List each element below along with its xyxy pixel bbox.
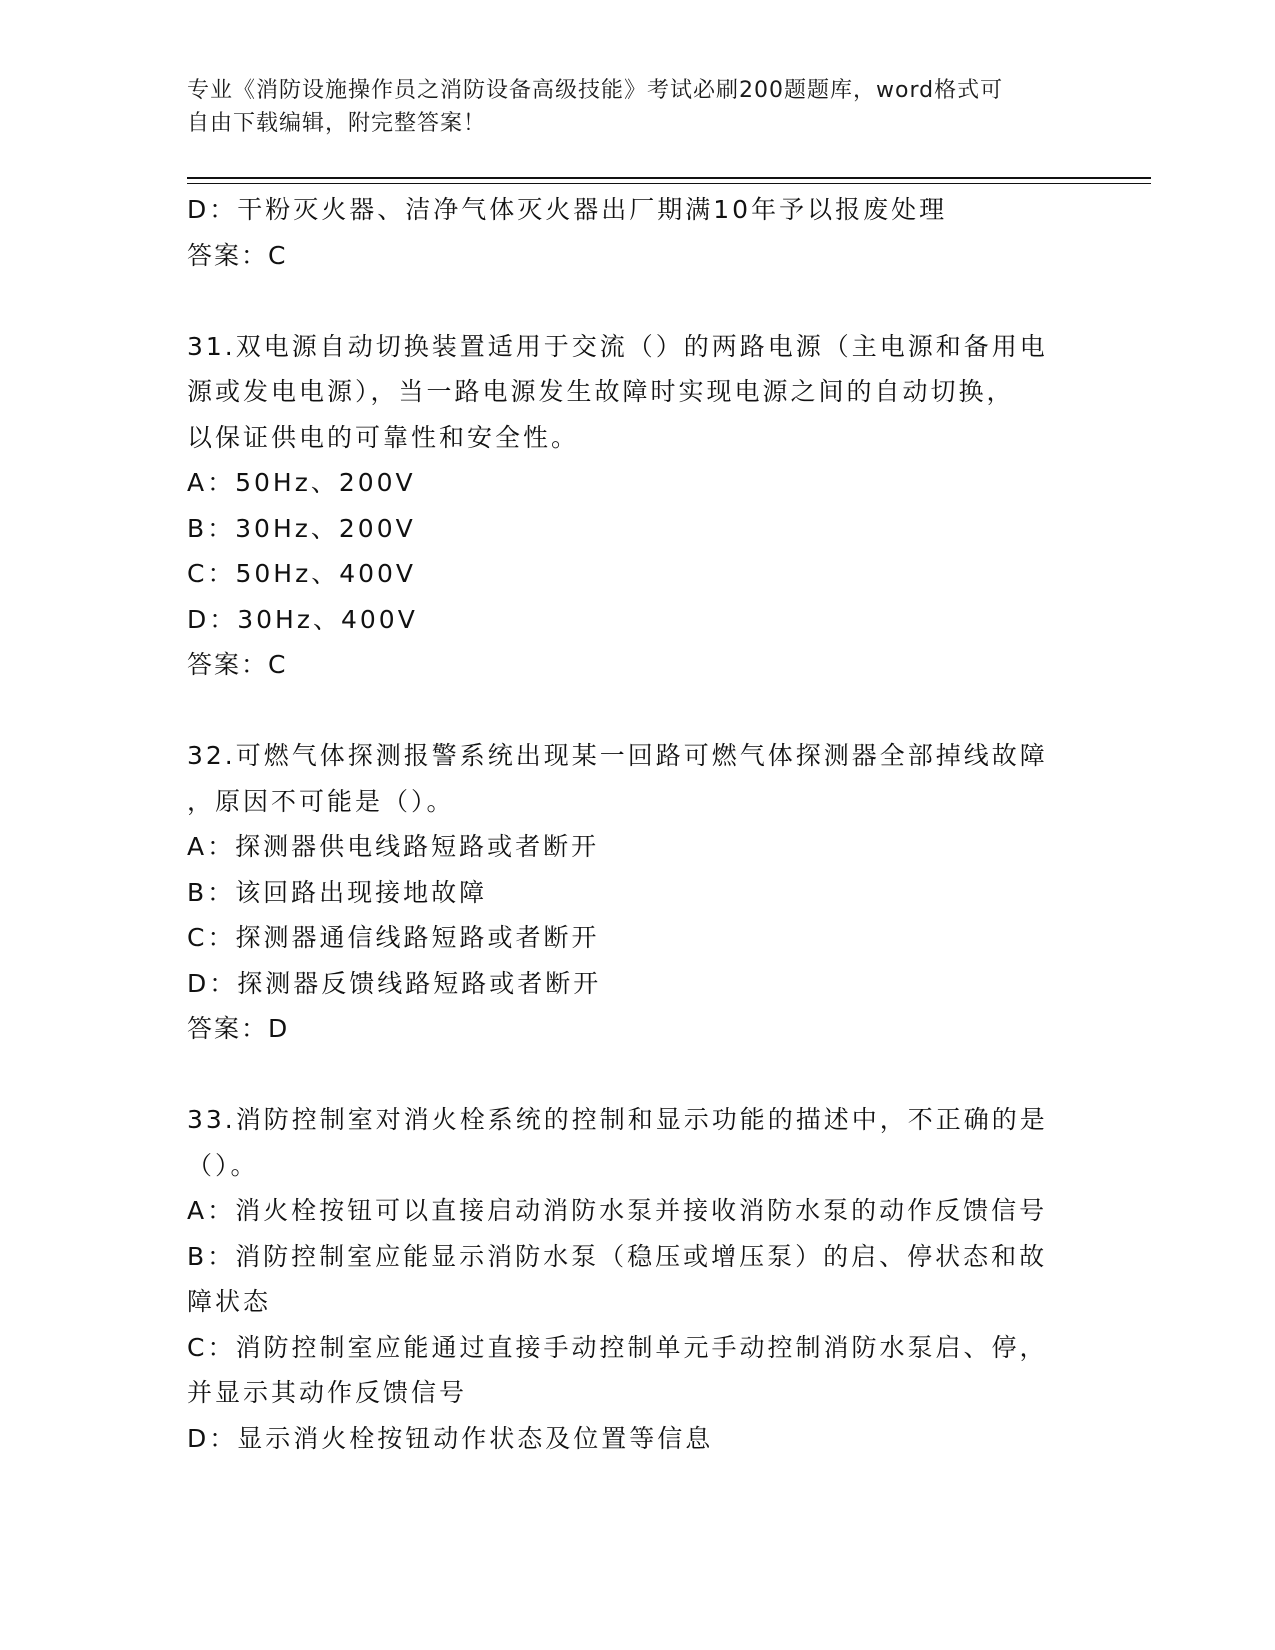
- option-b: B：消防控制室应能显示消防水泵（稳压或增压泵）的启、停状态和故: [187, 1241, 1048, 1271]
- header-rule-thin: [187, 183, 1151, 184]
- answer-line: 答案：C: [187, 650, 288, 679]
- spacer: [187, 278, 1107, 324]
- question-31: [187, 324, 1107, 688]
- question-stem-line: 32.可燃气体探测报警系统出现某一回路可燃气体探测器全部掉线故障: [187, 741, 1048, 770]
- question-stem-line: 33.消防控制室对消火栓系统的控制和显示功能的描述中，不正确的是: [187, 1105, 1048, 1134]
- question-32: [187, 733, 1107, 1052]
- option-a: A：探测器供电线路短路或者断开: [187, 832, 600, 861]
- document-body: [187, 187, 1107, 1461]
- option-a: A：50Hz、200V: [187, 468, 416, 497]
- option-a: A：消火栓按钮可以直接启动消防水泵并接收消防水泵的动作反馈信号: [187, 1196, 1048, 1225]
- option-c-continued: 并显示其动作反馈信号: [187, 1378, 468, 1407]
- question-stem-line: （）。: [187, 1150, 259, 1180]
- page-header: [187, 74, 1087, 140]
- option-c: C：探测器通信线路短路或者断开: [187, 923, 600, 952]
- header-line-1: 专业《消防设施操作员之消防设备高级技能》考试必刷200题题库，word格式可: [187, 78, 1004, 103]
- option-c: C：消防控制室应能通过直接手动控制单元手动控制消防水泵启、停，: [187, 1332, 1048, 1362]
- header-line-2: 自由下载编辑，附完整答案！: [187, 111, 487, 136]
- option-b: B：该回路出现接地故障: [187, 877, 488, 907]
- spacer: [187, 688, 1107, 734]
- option-b: B：30Hz、200V: [187, 513, 416, 543]
- question-stem-line: 源或发电电源），当一路电源发生故障时实现电源之间的自动切换，: [187, 377, 1015, 406]
- option-b-continued: 障状态: [187, 1287, 272, 1316]
- spacer: [187, 1052, 1107, 1098]
- question-stem-line: 以保证供电的可靠性和安全性。: [187, 422, 580, 452]
- option-d: D：30Hz、400V: [187, 604, 418, 634]
- option-d: D：探测器反馈线路短路或者断开: [187, 968, 602, 998]
- option-d: D：干粉灭火器、洁净气体灭火器出厂期满10年予以报废处理: [187, 195, 948, 224]
- option-c: C：50Hz、400V: [187, 559, 417, 588]
- question-30-tail: [187, 187, 1107, 278]
- option-d: D：显示消火栓按钮动作状态及位置等信息: [187, 1423, 714, 1453]
- question-33: [187, 1097, 1107, 1461]
- question-stem-line: 31.双电源自动切换装置适用于交流（）的两路电源（主电源和备用电: [187, 331, 1048, 361]
- answer-line: 答案：C: [187, 240, 288, 270]
- question-stem-line: ，原因不可能是（）。: [187, 786, 455, 816]
- header-rule-thick: [187, 177, 1151, 179]
- answer-line: 答案：D: [187, 1014, 290, 1043]
